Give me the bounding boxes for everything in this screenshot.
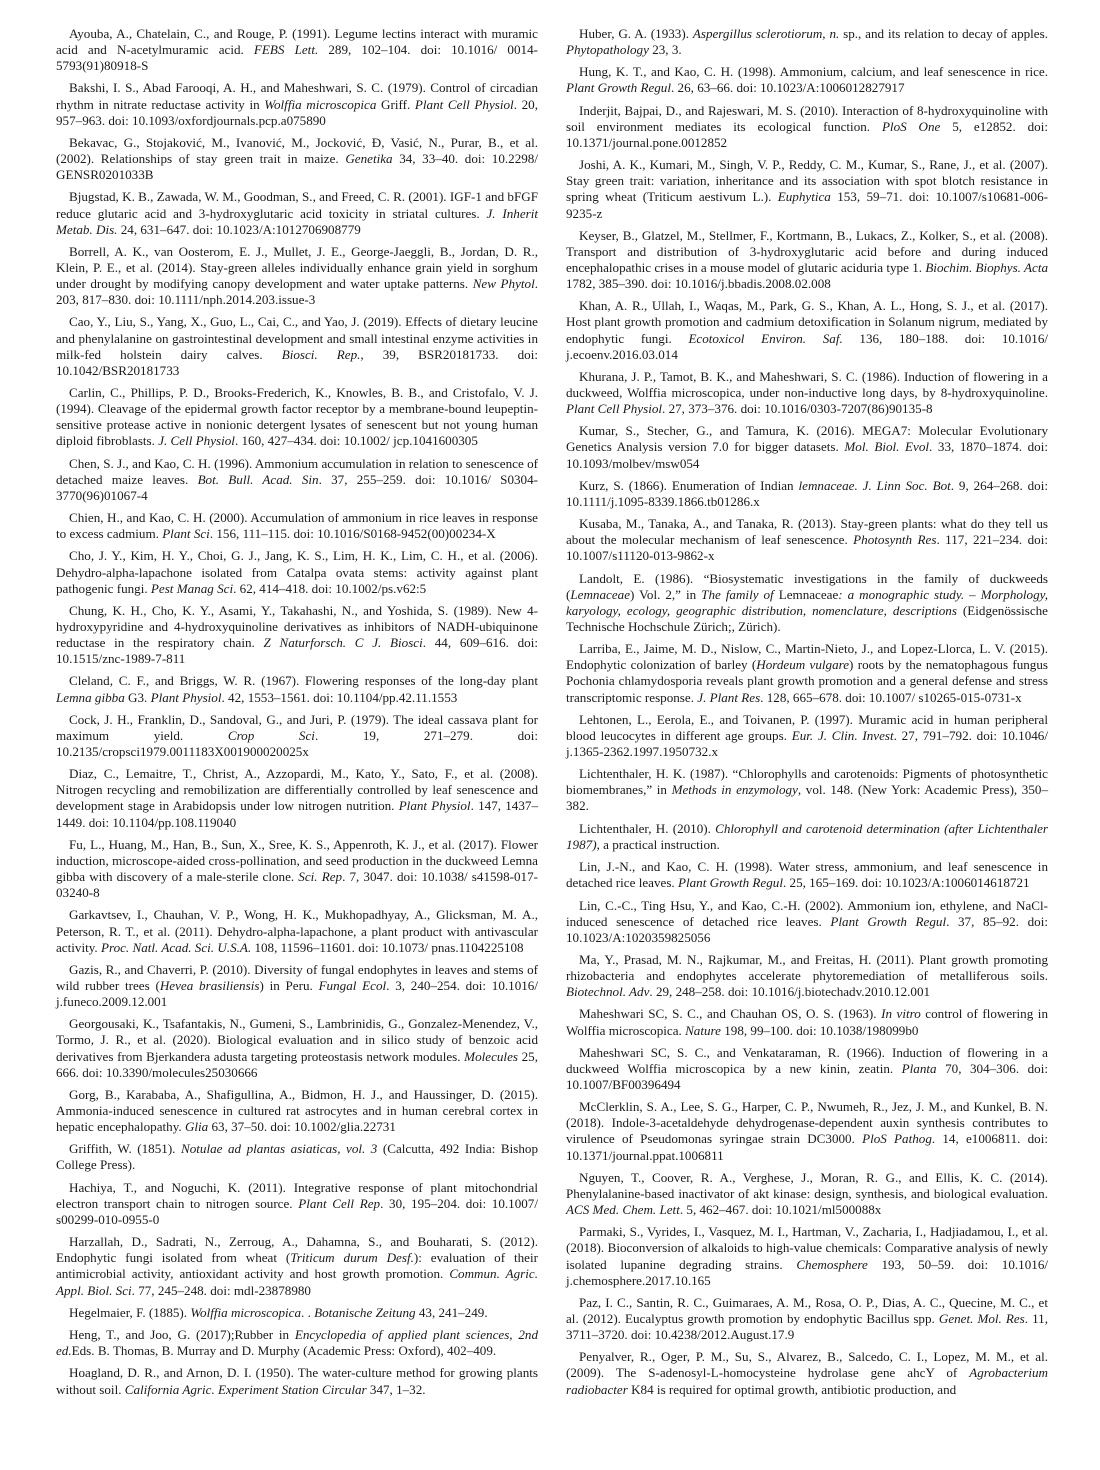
- reference-text: . 147, 1437–1449. doi: 10.1104/pp.108.119040: [56, 798, 538, 830]
- reference-italic-text: PloS One: [881, 118, 941, 134]
- reference-italic-text: Biosci. Rep.: [281, 346, 361, 362]
- reference-text: Lichtenthaler, H. (2010).: [579, 820, 716, 836]
- reference-entry: [566, 571, 1048, 635]
- reference-entry: [566, 898, 1048, 946]
- reference-entry: [56, 548, 538, 596]
- reference-entry: [56, 1365, 538, 1397]
- reference-text: 108, 11596–11601. doi: 10.1073/ pnas.1104225108: [251, 939, 524, 955]
- reference-text: . 62, 414–418. doi: 10.1002/ps.v62:5: [233, 580, 427, 596]
- reference-italic-text: Lemna gibba: [56, 689, 125, 705]
- reference-entry: [566, 641, 1048, 705]
- reference-entry: [566, 26, 1048, 58]
- reference-italic-text: Ecotoxicol Environ. Saf.: [688, 330, 843, 346]
- reference-italic-text: Plant Cell Rep: [298, 1195, 381, 1211]
- reference-italic-text: Plant Growth Regul: [830, 913, 947, 929]
- reference-text: Garkavtsev, I., Chauhan, V. P., Wong, H. K., Mukhopadhyay, A., Glicksman, M. A., Peterson, R. T., et al. (2011). Dehydro-alpha-lapachone, a plant product with antivascular activity.: [56, 907, 538, 955]
- reference-text: . 11, 3711–3720. doi: 10.4238/2012.August.17.9: [566, 1310, 1048, 1343]
- reference-italic-text: Triticum durum Desf.: [290, 1250, 414, 1266]
- reference-entry: [566, 1099, 1048, 1163]
- reference-italic-text: PloS Pathog: [862, 1131, 932, 1147]
- reference-text: . 44, 609–616. doi: 10.1515/znc-1989-7-811: [56, 635, 539, 667]
- reference-text: Penyalver, R., Oger, P. M., Su, S., Alvarez, B., Salcedo, C. I., Lopez, M. M., et al. (2009). The S-adenosyl-L-homocysteine hydrolase gene ahcY of: [566, 1349, 1048, 1381]
- reference-text: Hoagland, D. R., and Arnon, D. I. (1950). The water-culture method for growing plants without soil.: [56, 1365, 538, 1397]
- reference-text: Lin, J.-N., and Kao, C. H. (1998). Water stress, ammonium, and leaf senescence in detached rice leaves.: [566, 859, 1048, 891]
- reference-text: . 156, 111–115. doi: 10.1016/S0168-9452(00)00234-X: [209, 526, 496, 542]
- reference-text: Carlin, C., Phillips, P. D., Brooks-Frederich, K., Knowles, B. B., and Cristofalo, V. J. (1994). Cleavage of the epidermal growth factor receptor by a membrane-bound leupeptin-sensitive protease active in nonionic detergent lysates of senescent but not young human diploid fibroblasts.: [56, 385, 538, 449]
- reference-italic-text: Molecules: [464, 1048, 518, 1064]
- reference-entry: [566, 1170, 1048, 1218]
- reference-text: Lin, C.-C., Ting Hsu, Y., and Kao, C.-H. (2002). Ammonium ion, ethylene, and NaCl-induced senescence of detached rice leaves.: [566, 897, 1048, 929]
- reference-text: Kurz, S. (1866). Enumeration of Indian: [579, 477, 799, 493]
- reference-entry: [56, 510, 538, 542]
- reference-italic-text: Phytopathology: [566, 42, 649, 58]
- reference-text: 43, 241–249.: [415, 1304, 488, 1320]
- reference-italic-text: Notulae ad plantas asiaticas, vol. 3: [180, 1141, 378, 1157]
- reference-italic-text: Z Naturforsch. C J. Biosci: [263, 635, 423, 651]
- reference-text: . 37, 85–92. doi: 10.1023/A:1020359825056: [566, 913, 1049, 945]
- reference-text: . 20, 957–963. doi: 10.1093/oxfordjournals.pcp.a075890: [56, 96, 538, 128]
- reference-italic-text: Nature: [685, 1022, 721, 1038]
- reference-text: . 3, 240–254. doi: 10.1016/ j.funeco.2009.12.001: [56, 977, 538, 1010]
- reference-italic-text: Biotechnol. Adv: [566, 984, 650, 1000]
- reference-text: Ma, Y., Prasad, M. N., Rajkumar, M., and Freitas, H. (2011). Plant growth promoting rhizobacteria and endophytes accelerate phytoremediation of metalliferous soils.: [566, 951, 1048, 984]
- reference-text: Borrell, A. K., van Oosterom, E. J., Mullet, J. E., George-Jaeggli, B., Jordan, D. R., Klein, P. E., et al. (2014). Stay-green alleles individually enhance grain yield in sorghum under drought by modifying canopy development and water uptake patterns.: [56, 243, 538, 292]
- reference-text: . 33, 1870–1874. doi: 10.1093/molbev/msw054: [566, 439, 1048, 471]
- reference-text: ): evaluation of their antimicrobial activity, antioxidant activity and host growth promotion.: [56, 1250, 538, 1282]
- reference-italic-text: New Phytol: [472, 276, 535, 292]
- reference-text: Hung, K. T., and Kao, C. H. (1998). Ammonium, calcium, and leaf senescence in rice.: [579, 64, 1048, 80]
- reference-italic-text: Hevea brasiliensis: [159, 977, 260, 993]
- reference-italic-text: Bot. Bull. Acad. Sin: [197, 471, 319, 487]
- reference-text: . 27, 373–376. doi: 10.1016/0303-7207(86)90135-8: [662, 401, 933, 417]
- reference-text: Kumar, S., Stecher, G., and Tamura, K. (2016). MEGA7: Molecular Evolutionary Genetics Analysis version 7.0 for bigger datasets.: [566, 423, 1048, 455]
- reference-entry: [56, 385, 538, 449]
- reference-entry: [566, 1224, 1048, 1288]
- reference-entry: [56, 1305, 538, 1321]
- reference-italic-text: Mol. Biol. Evol: [844, 439, 930, 455]
- reference-text: . 7, 3047. doi: 10.1038/ s41598-017-03240-8: [56, 869, 538, 901]
- reference-text: 25, 666. doi: 10.3390/molecules25030666: [56, 1048, 538, 1080]
- reference-text: Griffith, W. (1851).: [69, 1141, 181, 1157]
- reference-italic-text: Lemnaceae: [570, 586, 631, 602]
- reference-text: . 25, 165–169. doi: 10.1023/A:1006014618721: [782, 875, 1030, 891]
- reference-entry: [566, 228, 1048, 292]
- reference-italic-text: Plant Sci: [162, 526, 210, 542]
- reference-text: Maheshwari SC, S. C., and Chauhan OS, O. S. (1963).: [579, 1006, 882, 1022]
- reference-text: Gazis, R., and Chaverri, P. (2010). Diversity of fungal endophytes in leaves and stems of wild rubber trees (: [56, 961, 538, 993]
- reference-text: control of flowering in Wolffia microscopica.: [566, 1006, 1048, 1038]
- reference-text: Ayouba, A., Chatelain, C., and Rouge, P. (1991). Legume lectins interact with muramic acid and N-acetylmuramic acid.: [56, 26, 538, 58]
- reference-text: Parmaki, S., Vyrides, I., Vasquez, M. I., Hartman, V., Zacharia, I., Hadjiadamou, I., et al. (2018). Bioconversion of alkaloids to high-value chemicals: Comparative analysis of newly isolated lupanine degrading strains.: [566, 1224, 1048, 1272]
- reference-text: Khurana, J. P., Tamot, B. K., and Maheshwari, S. C. (1986). Induction of flowering in a duckweed, Wolffia microscopica, under non-inductive long days, by 8-hydroxyquinoline.: [566, 368, 1048, 400]
- reference-italic-text: Planta: [901, 1060, 937, 1076]
- reference-text: 193, 50–59. doi: 10.1016/ j.chemosphere.2017.10.165: [566, 1256, 1048, 1288]
- reference-text: Bekavac, G., Stojaković, M., Ivanović, M., Jocković, Đ, Vasić, N., Purar, B., et al. (2002). Relationships of stay green trait in maize.: [56, 134, 538, 167]
- reference-italic-text: Sci. Rep: [298, 869, 343, 885]
- reference-text: , a practical instruction.: [596, 836, 720, 852]
- reference-text: 23, 3.: [648, 42, 682, 58]
- reference-entry: [566, 766, 1048, 814]
- reference-text: Georgousaki, K., Tsafantakis, N., Gumeni, S., Lambrinidis, G., Gonzalez-Menendez, V., Tormo, J. R., et al. (2020). Biological evaluation and in silico study of benzoic acid derivatives from Bjerkandera adusta targeting proteostasis network modules.: [56, 1016, 538, 1064]
- reference-italic-text: Plant Physiol: [150, 689, 222, 705]
- reference-text: G3.: [124, 689, 151, 705]
- reference-italic-text: Plant Cell Physiol: [566, 401, 663, 417]
- reference-italic-text: ACS Med. Chem. Lett: [566, 1202, 680, 1218]
- reference-text: 289, 102–104. doi: 10.1016/ 0014-5793(91)80918-S: [56, 42, 538, 74]
- reference-italic-text: Commun. Agric. Appl. Biol. Sci: [56, 1266, 538, 1298]
- reference-text: Heng, T., and Joo, G. (2017);Rubber in: [69, 1327, 295, 1343]
- reference-italic-text: Plant Physiol: [398, 798, 471, 814]
- reference-entry: [566, 157, 1048, 221]
- reference-italic-text: J. Plant Res: [697, 689, 761, 705]
- reference-text: . 42, 1553–1561. doi: 10.1104/pp.42.11.1553: [221, 689, 458, 705]
- reference-text: Griff.: [376, 96, 415, 112]
- reference-column-right: [566, 26, 1048, 1404]
- reference-text: Nguyen, T., Coover, R. A., Verghese, J., Moran, R. G., and Ellis, K. C. (2014). Phenylalanine-based inactivator of akt kinase: design, synthesis, and biological evaluation.: [566, 1169, 1048, 1201]
- reference-text: Cho, J. Y., Kim, H. Y., Choi, G. J., Jang, K. S., Lim, H. K., Lim, C. H., et al. (2006). Dehydro-alpha-lapachone isolated from Catalpa ovata stems: activity against plant pathogenic fungi.: [56, 548, 538, 596]
- reference-text: 70, 304–306. doi: 10.1007/BF00396494: [566, 1060, 1048, 1092]
- reference-italic-text: Plant Growth Regul: [566, 80, 671, 96]
- reference-text: 153, 59–71. doi: 10.1007/s10681-006-9235-z: [566, 189, 1048, 221]
- reference-italic-text: Chlorophyll and carotenoid determination (after Lichtenthaler 1987): [566, 820, 1049, 852]
- reference-text: Harzallah, D., Sadrati, N., Zerroug, A., Dahamna, S., and Bouharati, S. (2012). Endophytic fungi isolated from wheat (: [56, 1234, 538, 1266]
- reference-text: Chien, H., and Kao, C. H. (2000). Accumulation of ammonium in rice leaves in response to excess cadmium.: [56, 510, 538, 542]
- reference-text: Bakshi, I. S., Abad Farooqi, A. H., and Maheshwari, S. C. (1979). Control of circadian rhythm in nitrate reductase activity in: [56, 80, 538, 112]
- reference-text: Lemnaceae: [773, 586, 839, 602]
- reference-text: . 9, 264–268. doi: 10.1111/j.1095-8339.1866.tb01286.x: [566, 477, 1048, 509]
- reference-text: 1782, 385–390. doi: 10.1016/j.bbadis.2008.02.008: [566, 276, 831, 292]
- reference-text: Chung, K. H., Cho, K. Y., Asami, Y., Takahashi, N., and Yoshida, S. (1989). New 4-hydroxypyridine and 4-hydroxyquinoline derivatives as inhibitors of NADH-ubiquinone reductase in the respiratory chain.: [56, 602, 538, 651]
- reference-text: . 19, 271–279. doi: 10.2135/cropsci1979.0011183X001900020025x: [56, 727, 538, 759]
- reference-text: . 37, 255–259. doi: 10.1016/ S0304-3770(96)01067-4: [56, 471, 539, 503]
- reference-italic-text: Eur. J. Clin. Invest: [791, 727, 894, 743]
- reference-text: Hachiya, T., and Noguchi, K. (2011). Integrative response of plant mitochondrial electron transport chain to nitrogen source.: [56, 1179, 538, 1211]
- reference-entry: [56, 314, 538, 378]
- reference-entry: [566, 423, 1048, 471]
- reference-text: Inderjit, Bajpai, D., and Rajeswari, M. S. (2010). Interaction of 8-hydroxyquinoline with soil environment mediates its ecological function.: [566, 102, 1048, 134]
- reference-entry: [56, 712, 538, 760]
- reference-entry: [56, 456, 538, 504]
- reference-text: Eds. B. Thomas, B. Murray and D. Murphy (Academic Press: Oxford), 402–409.: [71, 1343, 497, 1359]
- reference-italic-text: FEBS Lett.: [253, 42, 319, 58]
- reference-text: . 27, 791–792. doi: 10.1046/ j.1365-2362.1997.1950732.x: [566, 727, 1048, 759]
- reference-italic-text: Wolffia microscopica: [264, 96, 377, 112]
- reference-italic-text: Biochim. Biophys. Acta: [925, 259, 1048, 275]
- reference-italic-text: J. Cell Physiol: [158, 433, 235, 449]
- reference-entry: [56, 244, 538, 308]
- reference-text: . 203, 817–830. doi: 10.1111/nph.2014.203.issue-3: [56, 276, 538, 308]
- reference-italic-text: : a monographic study. – Morphology, karyology, ecology, geographic distribution, nomenclature, descriptions: [566, 586, 1049, 618]
- reference-text: . 30, 195–204. doi: 10.1007/ s00299-010-0955-0: [56, 1195, 538, 1227]
- reference-italic-text: The family of: [701, 586, 774, 602]
- reference-text: . 117, 221–234. doi: 10.1007/s11120-013-9862-x: [566, 532, 1048, 564]
- reference-entry: [56, 1016, 538, 1080]
- reference-text: Gorg, B., Karababa, A., Shafigullina, A., Bidmon, H. J., and Haussinger, D. (2015). Ammonia-induced senescence in cultured rat astrocytes and in human cerebral cortex in hepatic encephalopathy.: [56, 1086, 538, 1135]
- reference-text: Diaz, C., Lemaitre, T., Christ, A., Azzopardi, M., Kato, Y., Sato, F., et al. (2008). Nitrogen recycling and remobilization are differentially controlled by leaf senescence and development stage in Arabidopsis under low nitrogen nutrition.: [56, 766, 538, 814]
- reference-text: ) Vol. 2,” in: [630, 586, 702, 602]
- reference-entry: [56, 1327, 538, 1359]
- reference-text: Fu, L., Huang, M., Han, B., Sun, X., Sree, K. S., Appenroth, K. J., et al. (2017). Flower induction, microscope-aided cross-pollination, and seed production in the duckweed Lemna gibba with discovery of a male-sterile clone.: [56, 836, 538, 885]
- reference-italic-text: Plant Cell Physiol: [414, 96, 514, 112]
- reference-text: 136, 180–188. doi: 10.1016/ j.ecoenv.2016.03.014: [566, 330, 1049, 362]
- reference-entry: [56, 603, 538, 667]
- reference-entry: [566, 952, 1048, 1000]
- reference-entry: [566, 1295, 1048, 1343]
- reference-text: Hegelmaier, F. (1885).: [69, 1304, 191, 1320]
- reference-italic-text: Proc. Natl. Acad. Sci. U.S.A.: [100, 939, 252, 955]
- reference-italic-text: California Agric. Experiment Station Circular: [124, 1381, 367, 1397]
- reference-entry: [56, 962, 538, 1010]
- reference-text: . 77, 245–248. doi: mdl-23878980: [131, 1282, 311, 1298]
- reference-italic-text: Methods in enzymology: [671, 782, 798, 798]
- reference-text: . 14, e1006811. doi: 10.1371/journal.ppat.1006811: [566, 1131, 1048, 1163]
- reference-entry: [56, 26, 538, 74]
- reference-text: . 26, 63–66. doi: 10.1023/A:1006012827917: [671, 80, 905, 96]
- reference-text: Chen, S. J., and Kao, C. H. (1996). Ammonium accumulation in relation to senescence of detached maize leaves.: [56, 455, 538, 487]
- reference-text: Larriba, E., Jaime, M. D., Nislow, C., Martin-Nieto, J., and Lopez-Llorca, L. V. (2015). Endophytic colonization of barley (: [566, 641, 1048, 673]
- reference-text: Khan, A. R., Ullah, I., Waqas, M., Park, G. S., Khan, A. L., Hong, S. J., et al. (2017). Host plant growth promotion and cadmium detoxification in Solanum nigrum, mediated by endophytic fungi.: [566, 298, 1048, 346]
- reference-text: . 128, 665–678. doi: 10.1007/ s10265-015-0731-x: [760, 689, 1022, 705]
- reference-text: . 5, 462–467. doi: 10.1021/ml500088x: [679, 1202, 882, 1218]
- reference-entry: [56, 673, 538, 705]
- reference-entry: [56, 837, 538, 901]
- reference-text: Bjugstad, K. B., Zawada, W. M., Goodman, S., and Freed, C. R. (2001). IGF-1 and bFGF reduce glutaric acid and 3-hydroxyglutaric acid toxicity in striatal cultures.: [56, 189, 538, 221]
- reference-text: K84 is required for optimal growth, antibiotic production, and: [627, 1381, 957, 1397]
- reference-italic-text: Hordeum vulgare: [756, 657, 850, 673]
- reference-italic-text: Photosynth Res: [853, 532, 937, 548]
- reference-text: . 160, 427–434. doi: 10.1002/ jcp.1041600305: [234, 433, 478, 449]
- reference-text: 24, 631–647. doi: 10.1023/A:1012706908779: [117, 221, 361, 237]
- reference-text: Keyser, B., Glatzel, M., Stellmer, F., Kortmann, B., Lukacs, Z., Kolker, S., et al. (2008). Transport and distribution of 3-hydroxyglutaric acid before and during induced encephalopathic crises in a mouse model of glutaric aciduria type 1.: [566, 227, 1048, 275]
- reference-italic-text: Agrobacterium radiobacter: [566, 1365, 1048, 1397]
- reference-text: Kusaba, M., Tanaka, A., and Tanaka, R. (2013). Stay-green plants: what do they tell us about the molecular mechanism of leaf senescence.: [566, 516, 1048, 548]
- reference-entry: [56, 1180, 538, 1228]
- reference-italic-text: lemnaceae. J. Linn Soc. Bot: [798, 477, 951, 493]
- reference-entry: [566, 369, 1048, 417]
- reference-text: . .: [301, 1304, 315, 1320]
- reference-text: Maheshwari SC, S. C., and Venkataraman, R. (1966). Induction of flowering in a duckweed Wolffia microscopica by a new kinin, zeatin.: [566, 1044, 1048, 1076]
- reference-italic-text: Euphytica: [777, 189, 831, 205]
- reference-italic-text: Genetika: [345, 151, 393, 167]
- reference-italic-text: In vitro: [881, 1006, 921, 1022]
- reference-text: (Eidgenössische Technische Hochschule Zürich;, Zürich).: [566, 602, 1048, 634]
- reference-text: Paz, I. C., Santin, R. C., Guimaraes, A. M., Rosa, O. P., Dias, A. C., Quecine, M. C., et al. (2012). Eucalyptus growth promotion by endophytic Bacillus spp.: [566, 1294, 1048, 1326]
- reference-italic-text: Chemosphere: [796, 1256, 868, 1272]
- reference-text: 347, 1–32.: [366, 1381, 426, 1397]
- reference-text: ) roots by the nematophagous fungus Pochonia chlamydosporia reveals plant growth promotion and a general defense and stress transcriptomic response.: [566, 657, 1048, 705]
- reference-entry: [56, 1141, 538, 1173]
- reference-italic-text: Glia: [184, 1119, 209, 1135]
- reference-entry: [56, 135, 538, 183]
- reference-entry: [56, 189, 538, 237]
- reference-entry: [56, 80, 538, 128]
- reference-text: Landolt, E. (1986). “Biosystematic investigations in the family of duckweeds (: [566, 570, 1048, 602]
- reference-text: Lichtenthaler, H. K. (1987). “Chlorophylls and carotenoids: Pigments of photosynthetic biomembranes,” in: [566, 766, 1048, 798]
- reference-text: , 39, BSR20181733. doi: 10.1042/BSR20181733: [56, 346, 539, 378]
- reference-entry: [566, 821, 1048, 853]
- reference-text: Huber, G. A. (1933).: [579, 26, 693, 41]
- reference-text: ) in Peru.: [259, 977, 319, 993]
- reference-italic-text: Plant Growth Regul: [677, 875, 783, 891]
- reference-text: McClerklin, S. A., Lee, S. G., Harper, C. P., Nwumeh, R., Jez, J. M., and Kunkel, B. N. (2018). Indole-3-acetaldehyde dehydrogenase-dependent auxin synthesis contributes to virulence of Pseudomonas syringae strain DC3000.: [566, 1099, 1048, 1147]
- reference-entry: [56, 907, 538, 955]
- reference-text: 34, 33–40. doi: 10.2298/ GENSR0201033B: [56, 151, 538, 183]
- reference-column-left: [56, 26, 538, 1404]
- reference-italic-text: Fungal Ecol: [318, 977, 387, 993]
- reference-entry: [56, 1234, 538, 1298]
- reference-text: (Calcutta, 492 India: Bishop College Press).: [56, 1141, 538, 1173]
- reference-text: sp., and its relation to decay of apples.: [839, 26, 1048, 41]
- reference-text: 63, 37–50. doi: 10.1002/glia.22731: [208, 1119, 396, 1135]
- reference-text: Lehtonen, L., Eerola, E., and Toivanen, P. (1997). Muramic acid in human peripheral blood leucocytes in different age groups.: [566, 711, 1048, 743]
- reference-text: , vol. 148. (New York: Academic Press), 350–382.: [566, 782, 1048, 814]
- reference-text: . 29, 248–258. doi: 10.1016/j.biotechadv.2010.12.001: [649, 984, 931, 1000]
- reference-text: 198, 99–100. doi: 10.1038/198099b0: [720, 1022, 919, 1038]
- reference-entry: [56, 766, 538, 830]
- reference-entry: [566, 64, 1048, 96]
- reference-entry: [566, 712, 1048, 760]
- reference-italic-text: Crop Sci: [227, 727, 315, 743]
- reference-italic-text: Botanische Zeitung: [314, 1304, 416, 1320]
- reference-text: Joshi, A. K., Kumari, M., Singh, V. P., Reddy, C. M., Kumar, S., Rane, J., et al. (2007). Stay green trait: variation, inheritance and its association with spot blotch resistance in spring wheat (Triticum aestivum L.).: [566, 157, 1048, 205]
- reference-text: Cao, Y., Liu, S., Yang, X., Guo, L., Cai, C., and Yao, J. (2019). Effects of dietary leucine and phenylalanine on gastrointestinal development and small intestinal enzyme activities in milk-fed holstein dairy calves.: [56, 314, 538, 362]
- reference-entry: [566, 1045, 1048, 1093]
- reference-entry: [566, 516, 1048, 564]
- reference-text: Cleland, C. F., and Briggs, W. R. (1967). Flowering responses of the long-day plant: [69, 673, 538, 689]
- reference-text: Cock, J. H., Franklin, D., Sandoval, G., and Juri, P. (1979). The ideal cassava plant for maximum yield.: [56, 711, 538, 743]
- reference-italic-text: J. Inherit Metab. Dis.: [56, 205, 539, 237]
- reference-entry: [566, 1349, 1048, 1397]
- reference-entry: [56, 1087, 538, 1135]
- reference-entry: [566, 103, 1048, 151]
- reference-text: 5, e12852. doi: 10.1371/journal.pone.0012852: [566, 118, 1048, 150]
- reference-italic-text: Aspergillus sclerotiorum, n.: [692, 26, 840, 41]
- reference-italic-text: Wolffia microscopica: [190, 1304, 302, 1320]
- reference-italic-text: Pest Manag Sci: [150, 580, 234, 596]
- reference-entry: [566, 298, 1048, 362]
- reference-italic-text: Genet. Mol. Res: [938, 1310, 1025, 1326]
- reference-entry: [566, 478, 1048, 510]
- reference-entry: [566, 1006, 1048, 1038]
- reference-entry: [566, 859, 1048, 891]
- reference-italic-text: Encyclopedia of applied plant sciences, 2nd ed.: [56, 1327, 538, 1359]
